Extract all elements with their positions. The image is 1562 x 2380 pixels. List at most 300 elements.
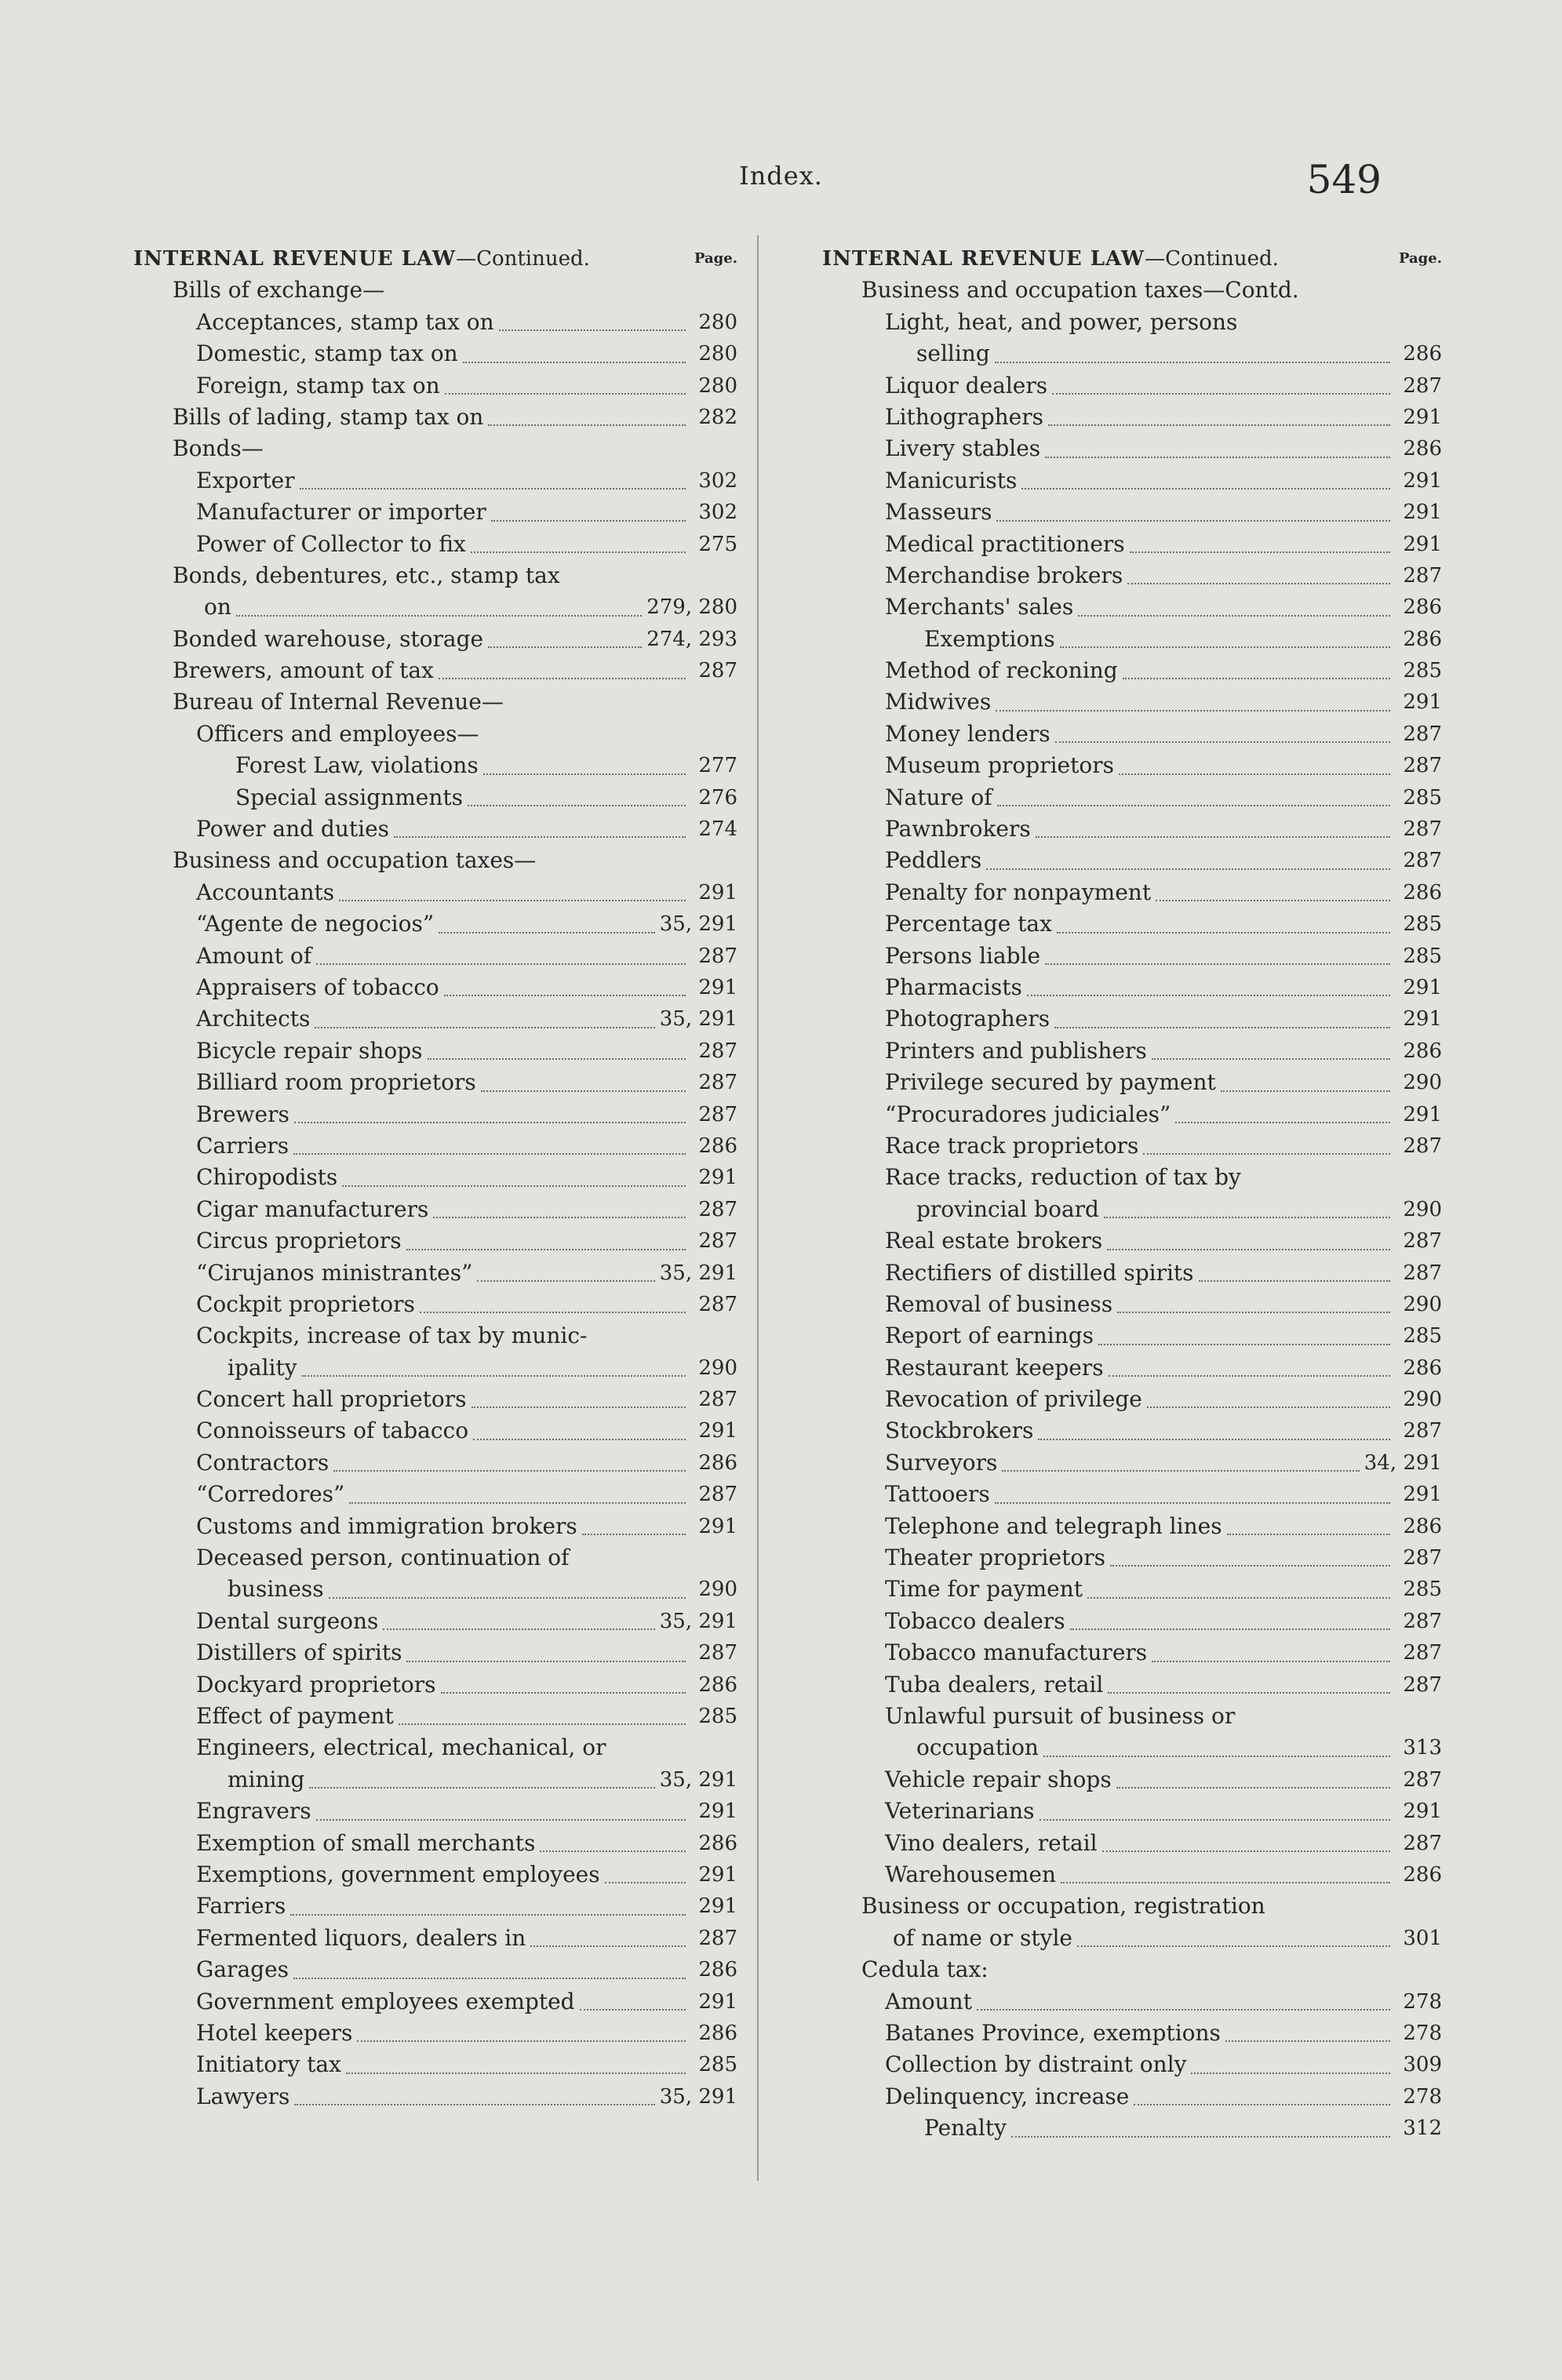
index-entry [133,782,737,813]
entry-page: 285 [698,1705,737,1728]
entry-label: Surveyors [885,1449,998,1476]
dot-leader [394,836,686,838]
index-entry [133,1732,737,1796]
dot-leader [996,520,1390,522]
dot-leader [1036,836,1390,838]
entry-label: Officers and employees— [196,720,479,747]
entry-page: 286 [1403,1862,1442,1887]
dot-leader [1119,773,1390,775]
dot-leader [1045,963,1390,965]
entry-label: Bonds, debentures, etc., stamp tax [173,562,560,588]
dot-leader [1038,1439,1390,1440]
dot-leader [540,1851,686,1852]
entry-page: 287 [698,1039,737,1063]
entry-page: 291 [698,1800,737,1824]
index-entry [822,1764,1442,1796]
entry-label: Manufacturer or importer [196,499,486,526]
index-entry [133,1479,737,1510]
dot-leader [445,393,686,395]
entry-label: Dental surgeons [196,1607,379,1634]
entry-page: 291 [1403,1007,1442,1032]
dot-leader [346,2072,686,2074]
entry-label: Percentage tax [885,911,1052,937]
entry-page: 291 [1403,532,1442,556]
dot-leader [977,2009,1390,2011]
entry-label: Method of reckoning [885,657,1118,684]
entry-label: Cedula tax: [861,1956,989,1983]
entry-label: Amount of [196,942,312,969]
entry-label: Bonded warehouse, storage [173,625,484,652]
dot-leader [1021,488,1390,489]
entry-page: 287 [1403,1229,1442,1254]
entry-page: 277 [698,754,737,778]
dot-leader [1027,995,1390,996]
dot-leader [333,1470,686,1472]
entry-label: Museum proprietors [885,752,1114,779]
dot-leader [1048,424,1390,426]
entry-page: 291 [698,1894,737,1919]
dot-leader [1098,1344,1390,1345]
entry-label: Foreign, stamp tax on [196,372,440,398]
entry-page: 35, 291 [659,1767,737,1792]
index-entry [133,1923,737,1954]
entry-page: 285 [1403,1324,1442,1348]
entry-page: 286 [1403,880,1442,904]
entry-label: Bicycle repair shops [196,1037,423,1064]
entry-page: 286 [1403,1356,1442,1380]
entry-label: Special assignments [235,784,463,810]
entry-label: Appraisers of tobacco [196,973,439,1000]
index-entry [133,1701,737,1732]
entry-page: 287 [1403,1831,1442,1855]
dot-leader [1152,1058,1390,1060]
dot-leader [1156,900,1390,901]
right-column-heading [822,243,1442,275]
entry-label: Architects [196,1006,311,1032]
dot-leader [302,1375,686,1377]
index-entry [822,782,1442,813]
dot-leader [491,520,686,522]
index-entry [822,275,1442,306]
entry-page: 285 [1403,785,1442,810]
dot-leader [1060,646,1390,648]
entry-page: 286 [698,1672,737,1697]
index-entry [133,1986,737,2018]
index-entry [822,1415,1442,1447]
index-entry [133,972,737,1003]
entry-label: Printers and publishers [885,1037,1147,1064]
dot-leader [530,1945,686,1947]
entry-page: 287 [1403,1419,1442,1443]
index-entry [822,941,1442,972]
entry-page: 278 [1403,2021,1442,2045]
dot-leader [995,362,1390,363]
index-entry [133,1954,737,1985]
entry-label: Exporter [196,467,295,493]
dot-leader [1227,1534,1390,1535]
index-entry [822,972,1442,1003]
entry-page: 302 [698,468,737,493]
dot-leader [1002,1470,1359,1472]
entry-label: Brewers, amount of tax [173,657,434,684]
entry-label: Penalty [924,2115,1007,2142]
index-entry [822,877,1442,908]
dot-leader [986,868,1390,870]
entry-label: Cockpits, increase of tax by munic- [196,1323,588,1349]
page-column-label: Page. [694,249,737,267]
dot-leader [1110,1565,1390,1567]
entry-page: 287 [1403,1546,1442,1570]
dot-leader [1077,1945,1390,1947]
dot-leader [477,1280,654,1282]
index-entry [133,402,737,433]
entry-label: Revocation of privilege [885,1386,1142,1413]
entry-label: Exemption of small merchants [196,1829,536,1856]
entry-page: 286 [698,1831,737,1855]
dot-leader [481,1090,686,1092]
entry-page: 287 [698,1388,737,1412]
entry-page: 309 [1403,2053,1442,2077]
entry-page: 286 [1403,1514,1442,1538]
entry-label: Fermented liquors, dealers in [196,1924,526,1951]
dot-leader [1221,1090,1390,1092]
dot-leader [399,1723,686,1725]
entry-page: 279, 280 [646,595,737,620]
dot-leader [1043,1756,1390,1757]
index-entry [133,1542,737,1606]
entry-page: 291 [698,1862,737,1887]
index-entry [133,1415,737,1447]
entry-page: 287 [698,1292,737,1316]
index-entry [822,1796,1442,1827]
dot-leader [1199,1280,1390,1282]
index-entry [822,908,1442,940]
dot-leader [488,646,642,648]
entry-label: Real estate brokers [885,1228,1103,1254]
index-entry [133,307,737,338]
index-entry [822,1511,1442,1542]
entry-page: 278 [1403,2084,1442,2109]
index-entry [133,624,737,655]
entry-page: 313 [1403,1736,1442,1760]
index-entry [822,1479,1442,1510]
dot-leader [1078,615,1390,617]
dot-leader [290,1914,686,1916]
entry-label: “Procuradores judiciales” [885,1101,1171,1127]
heading-continued: —Continued. [1145,246,1279,271]
index-entry [822,2018,1442,2049]
dot-leader [1107,1249,1390,1250]
entry-page: 285 [1403,1578,1442,1602]
index-entry [133,845,737,876]
entry-page: 280 [698,373,737,398]
index-entry [133,560,737,624]
page-title: Index. [739,161,823,191]
entry-page: 287 [698,659,737,683]
dot-leader [996,710,1390,711]
dot-leader [1102,1851,1390,1852]
entry-label: Engineers, electrical, mechanical, or [196,1734,606,1761]
index-entry [133,750,737,781]
entry-label: Concert hall proprietors [196,1386,467,1413]
entry-page: 287 [698,1641,737,1665]
entry-label: Initiatory tax [196,2051,341,2078]
entry-page: 35, 291 [659,1007,737,1032]
index-entry [822,1067,1442,1098]
entry-page: 287 [698,1229,737,1254]
entry-page: 274, 293 [646,627,737,651]
index-entry [133,433,737,464]
entry-label: Stockbrokers [885,1417,1034,1444]
entry-page: 291 [1403,1800,1442,1824]
index-entry [822,1225,1442,1257]
index-entry [822,2081,1442,2113]
entry-label: Carriers [196,1132,289,1159]
entry-page: 287 [1403,754,1442,778]
entry-label: Lawyers [196,2083,290,2109]
entry-page: 287 [698,1071,737,1095]
entry-page: 287 [1403,1767,1442,1792]
dot-leader [1055,741,1390,743]
dot-leader [472,1407,686,1408]
index-entry [822,1637,1442,1669]
index-entry [822,433,1442,464]
index-entry [133,1384,737,1415]
index-entry [822,1162,1442,1225]
index-entry [822,719,1442,750]
dot-leader [300,488,686,489]
entry-label-continued: mining [228,1766,305,1792]
dot-leader [468,805,686,806]
entry-page: 286 [1403,595,1442,620]
entry-page: 291 [698,1514,737,1538]
entry-page: 290 [698,1578,737,1602]
index-entry [133,1225,737,1257]
index-entry [822,1099,1442,1130]
left-column [133,243,737,2113]
entry-page: 290 [1403,1197,1442,1221]
dot-leader [1147,1407,1390,1408]
entry-page: 287 [1403,1672,1442,1697]
index-entry [133,1194,737,1225]
entry-page: 286 [698,1958,737,1982]
entry-page: 280 [698,342,737,366]
index-entry [133,370,737,402]
dot-leader [1134,2104,1390,2105]
heading-text: INTERNAL REVENUE LAW [133,246,457,271]
dot-leader [473,1439,686,1440]
dot-leader [329,1597,686,1599]
entry-label: Race tracks, reduction of tax by [885,1164,1241,1191]
index-entry [822,591,1442,623]
index-entry [822,686,1442,718]
entry-label: Business and occupation taxes—Contd. [861,277,1299,304]
entry-label-continued: business [228,1576,324,1603]
entry-page: 35, 291 [659,2084,737,2109]
index-entry [133,497,737,528]
entry-label-continued: selling [916,340,990,367]
entry-label: Unlawful pursuit of business or [885,1703,1236,1729]
left-column-heading [133,243,737,275]
dot-leader [995,1502,1390,1504]
index-entry [133,1796,737,1827]
entry-label-continued: occupation [916,1734,1039,1761]
index-entry [822,1986,1442,2018]
dot-leader [1116,1787,1390,1789]
dot-leader [1011,2136,1390,2138]
entry-label: Tobacco manufacturers [885,1639,1148,1666]
dot-leader [293,1978,686,1979]
entry-page: 291 [698,1419,737,1443]
entry-label: Distillers of spirits [196,1639,402,1666]
entry-page: 285 [1403,659,1442,683]
dot-leader [471,551,686,553]
index-entry [822,1289,1442,1320]
index-entry [133,338,737,369]
index-entry [822,560,1442,591]
dot-leader [580,2009,686,2011]
dot-leader [316,963,686,965]
dot-leader [1130,551,1390,553]
entry-label: Power and duties [196,816,390,842]
dot-leader [1040,1819,1390,1821]
entry-page: 280 [698,310,737,334]
index-entry [822,2113,1442,2144]
entry-label: Telephone and telegraph lines [885,1512,1222,1539]
entry-page: 302 [698,500,737,525]
index-entry [133,1447,737,1479]
entry-page: 35, 291 [659,1609,737,1633]
entry-label: Forest Law, violations [235,752,479,779]
entry-label: Nature of [885,784,992,810]
index-entry [822,497,1442,528]
dot-leader [1109,1375,1390,1377]
dot-leader [1052,393,1390,395]
heading-text: INTERNAL REVENUE LAW [822,246,1145,271]
entry-page: 290 [1403,1292,1442,1316]
dot-leader [309,1787,654,1789]
entry-label: Liquor dealers [885,372,1048,398]
entry-label: Chiropodists [196,1164,338,1191]
entry-page: 291 [1403,690,1442,715]
entry-label: Tuba dealers, retail [885,1671,1104,1698]
entry-label: Bills of exchange— [173,277,385,304]
index-entry [133,1637,737,1669]
entry-label: Warehousemen [885,1861,1057,1887]
dot-leader [433,1217,686,1218]
entry-label: Restaurant keepers [885,1354,1104,1381]
dot-leader [339,900,686,901]
dot-leader [406,1661,686,1662]
entry-label: Customs and immigration brokers [196,1512,577,1539]
dot-leader [406,1249,686,1250]
entry-label: Rectifiers of distilled spirits [885,1259,1194,1286]
entry-label: Tobacco dealers [885,1607,1065,1634]
entry-page: 286 [698,2021,737,2045]
entry-label: Tattooers [885,1481,990,1508]
index-entry [822,655,1442,686]
dot-leader [420,1312,686,1313]
entry-page: 285 [1403,912,1442,937]
dot-leader [357,2040,686,2042]
entry-label: Cigar manufacturers [196,1195,429,1222]
column-divider [757,235,759,2181]
entry-label: Time for payment [885,1576,1083,1603]
index-entry [133,1067,737,1098]
index-entry [822,1701,1442,1764]
dot-leader [439,678,686,679]
entry-label: Batanes Province, exemptions [885,2019,1221,2046]
dot-leader [1045,457,1390,458]
entry-page: 291 [1403,1102,1442,1126]
entry-label: Cockpit proprietors [196,1290,415,1317]
entry-label: Lithographers [885,403,1043,430]
entry-page: 291 [698,880,737,904]
dot-leader [428,1058,686,1060]
entry-label-continued: provincial board [916,1195,1099,1222]
index-entry [133,1606,737,1637]
dot-leader [294,2104,654,2105]
index-entry [822,1828,1442,1859]
entry-label: Masseurs [885,499,992,526]
dot-leader [1127,583,1390,584]
index-entry [133,465,737,497]
index-entry [133,2018,737,2049]
heading-continued: —Continued. [456,246,590,271]
entry-label: Photographers [885,1006,1050,1032]
entry-label: Removal of business [885,1290,1113,1317]
index-entry [822,1891,1442,1954]
dot-leader [293,1153,686,1155]
left-entries [133,275,737,2113]
entry-page: 285 [1403,944,1442,968]
dot-leader [1054,1027,1390,1028]
entry-page: 287 [698,1102,737,1126]
dot-leader [1104,1217,1390,1218]
entry-label: Business and occupation taxes— [173,847,537,874]
entry-label: “Agente de negocios” [196,911,435,937]
entry-page: 285 [698,2053,737,2077]
index-entry [822,1257,1442,1289]
dot-leader [1225,2040,1390,2042]
dot-leader [1143,1153,1390,1155]
index-entry [133,655,737,686]
dot-leader [483,773,686,775]
entry-label: Bonds— [173,435,264,462]
index-entry [822,624,1442,655]
index-entry [822,750,1442,781]
entry-label: Exemptions, government employees [196,1861,600,1887]
index-entry [133,1828,737,1859]
index-entry [133,1257,737,1289]
index-entry [133,1891,737,1922]
index-entry [822,1542,1442,1574]
entry-label: Report of earnings [885,1323,1094,1349]
entry-label: Light, heat, and power, persons [885,308,1238,335]
index-entry [822,465,1442,497]
dot-leader [342,1185,686,1187]
dot-leader [1152,1661,1390,1662]
entry-page: 276 [698,785,737,810]
page-header [0,0,1562,204]
dot-leader [441,1692,686,1694]
entry-label: Business or occupation, registration [861,1893,1265,1920]
entry-page: 291 [698,1166,737,1190]
dot-leader [463,362,686,363]
entry-page: 301 [1403,1926,1442,1950]
index-entry [822,1859,1442,1891]
dot-leader [439,932,655,933]
